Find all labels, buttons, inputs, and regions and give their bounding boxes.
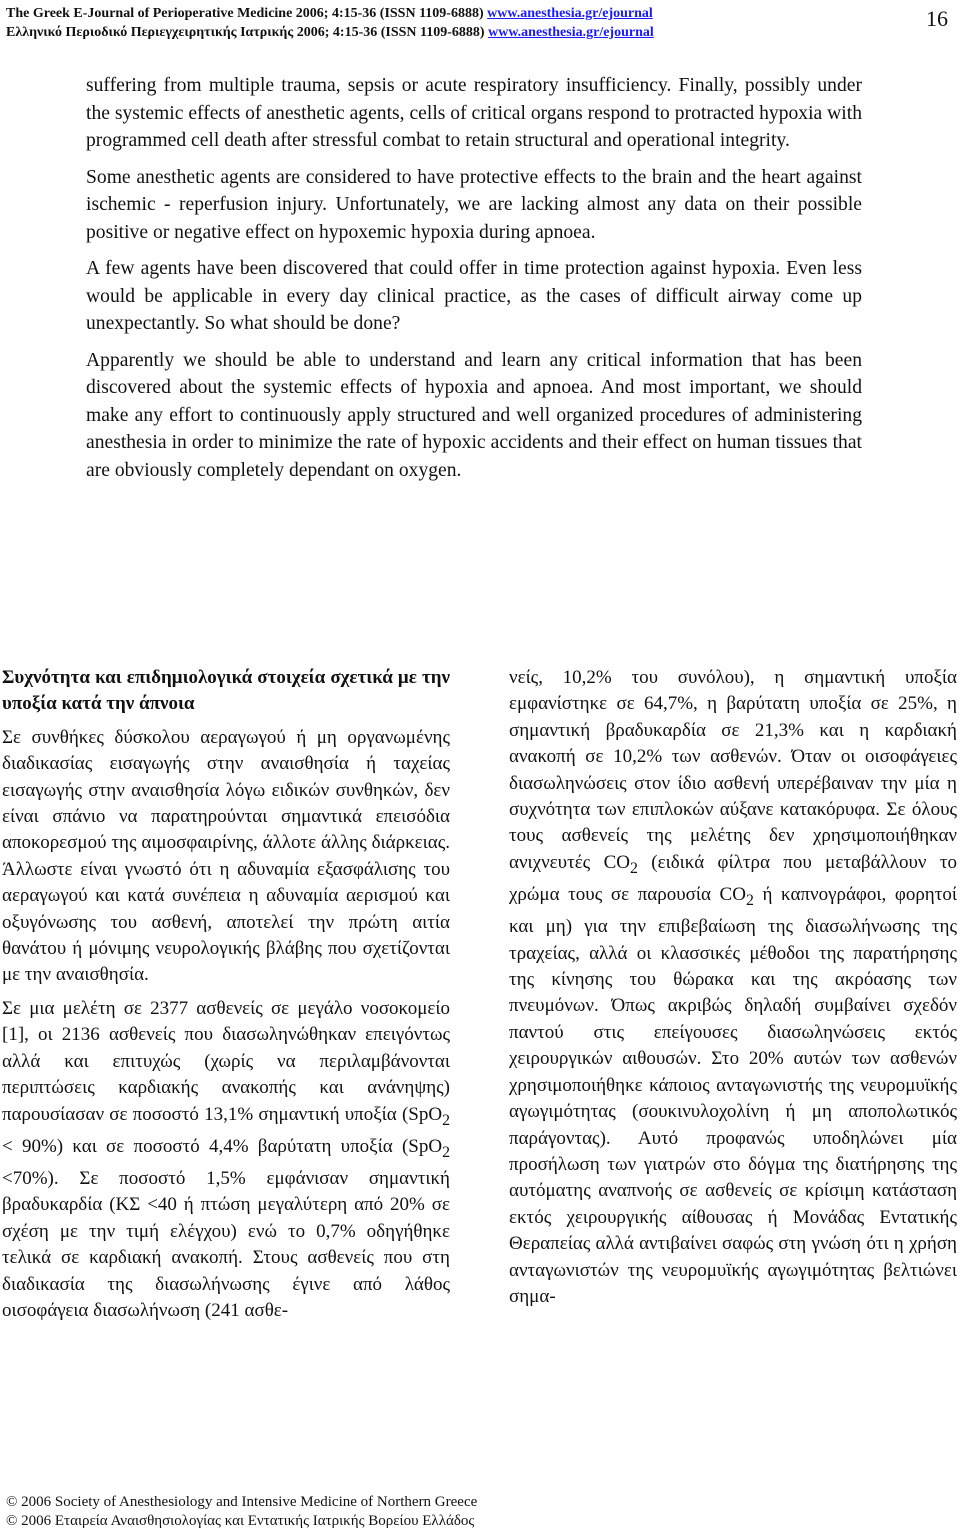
greek-paragraph [2, 996, 450, 1324]
text-run: < 90%) και σε ποσοστό 4,4% βαρύτατη υποξία (SpO [2, 1135, 443, 1157]
subscript: 2 [630, 859, 638, 877]
text-run: ή καπνογράφοι, φορητοί και μη) για την επιβεβαίωση της διασωλήνωσης της τραχείας, αλλά οι κλασσικές μέθοδοι της παρατήρησης της κίνησης του θώρακα και της ακρόασης των πνευμόνων. Όπως ακριβώς δηλαδή συμβαίνει σχεδόν παντού στις επείγουσες διασωληνώσεις εκτός χειρουργικών αιθουσών. Στο 20% αυτών των ασθενών χρησιμοποιήθηκε κάποιος ανταγωνιστής της νευρομυϊκής αγωγιμότητας (σουκινυλοχολίνη ή μη αποπολωτικός παράγοντας). Αυτό προφανώς υποδηλώνει μία προσήλωση των γιατρών στο δόγμα της διατήρησης της αυτόματης αναπνοής σε ασθενείς σε κρίσιμη κατάσταση εκτός χειρουργικής αίθουσας ή Μονάδας Εντατικής Θεραπείας αλλά αντιβαίνει σαφώς στη γνώση ότι η χρήση ανταγωνιστών της νευρομυϊκής αγωγιμότητας βελτιώνει σημα- [509, 884, 957, 1307]
greek-paragraph [509, 665, 957, 1310]
greek-paragraph: Σε συνθήκες δύσκολου αεραγωγού ή μη οργανωμένης διαδικασίας εισαγωγής στην αναισθησία ή ταχείας εισαγωγής στην αναισθησία λόγω ειδικών συνθηκών, δεν είναι σπάνιο να παρατηρούνται σημαντικά επεισόδια αποκορεσμού της αιμοσφαιρίνης, άλλοτε άλλης διάρκειας. Άλλωστε είναι γνωστό ότι η αδυναμία εξασφάλισης του αεραγωγού και κατά συνέπεια η αδυναμία αερισμού και οξυγόνωσης του ασθενή, αποτελεί την πρώτη αιτία θανάτου ή μόνιμης νευρολογικής βλάβης που σχετίζονται με την αναισθησία. [2, 726, 450, 986]
header-line-english [6, 4, 766, 23]
section-heading: Συχνότητα και επιδημιολογικά στοιχεία σχετικά με την υποξία κατά την άπνοια [2, 667, 450, 715]
subscript: 2 [442, 1111, 450, 1129]
subscript: 2 [745, 891, 754, 909]
header-citation-greek: Ελληνικό Περιοδικό Περιεγχειρητικής Ιατρικής 2006; 4:15-36 (ISSN 1109-6888) [6, 25, 485, 40]
english-section [86, 72, 862, 493]
header-line-greek [6, 23, 766, 42]
text-run: νείς, 10,2% του συνόλου), η σημαντική υποξία εμφανίστηκε σε 64,7%, η βαρύτατη υποξία σε 25%, η σημαντική βραδυκαρδία σε 21,3% και η καρδιακή ανακοπή σε 10,2% των ασθενών. Όταν οι οισοφάγειες διασωληνώσεις στον ίδιο ασθενή υπερέβαιναν την μία η συχνότητα των επιπλοκών αύξανε κατακόρυφα. Σε όλους τους ασθενείς της μελέτης δεν χρησιμοποιήθηκαν ανιχνευτές CO [509, 667, 957, 873]
page-number: 16 [926, 6, 948, 31]
copyright-greek: © 2006 Εταιρεία Αναισθησιολογίας και Εντατικής Ιατρικής Βορείου Ελλάδος [6, 1513, 475, 1529]
journal-header [6, 4, 766, 42]
header-citation-english: The Greek E-Journal of Perioperative Medicine 2006; 4:15-36 (ISSN 1109-6888) [6, 6, 484, 21]
subscript: 2 [442, 1143, 450, 1161]
copyright-footer [6, 1493, 477, 1531]
text-run: Σε μια μελέτη σε 2377 ασθενείς σε μεγάλο νοσοκομείο [1], οι 2136 ασθενείς που διασωληνώθηκαν επειγόντως αλλά και επιτυχώς (χωρίς να περιλαμβάνονται περιπτώσεις καρδιακής ανακοπής και ανάνηψης) παρουσίασαν σε ποσοστό 13,1% σημαντική υποξία (SpO [2, 997, 450, 1125]
copyright-english: © 2006 Society of Anesthesiology and Intensive Medicine of Northern Greece [6, 1494, 478, 1510]
english-paragraph: suffering from multiple trauma, sepsis or acute respiratory insufficiency. Finally, possibly under the systemic effects of anesthetic agents, cells of critical organs respond to protracted hypoxia with programmed cell death after stressful combat to retain structural and operational integrity. [86, 75, 862, 151]
header-link-greek[interactable]: www.anesthesia.gr/ejournal [488, 25, 654, 40]
header-link-english[interactable]: www.anesthesia.gr/ejournal [487, 6, 653, 21]
text-run: <70%). Σε ποσοστό 1,5% εμφάνισαν σημαντική βραδυκαρδία (ΚΣ <40 ή πτώση μεγαλύτερη από 20% σε σχέση με την τιμή ελέγχου) ενώ το 0,7% οδηγήθηκε τελικά σε καρδιακή ανακοπή. Στους ασθενείς που στη διαδικασία της διασωλήνωσης έγινε από λάθος οισοφάγεια διασωλήνωση (241 ασθε- [2, 1167, 450, 1321]
greek-left-column [2, 665, 450, 1331]
greek-right-column [509, 665, 957, 1317]
english-paragraph: Apparently we should be able to understand and learn any critical information that has been discovered about the systemic effects of hypoxia and apnoea. And most important, we should make any effort to continuously apply structured and well organized procedures of administering anesthesia in order to minimize the rate of hypoxic accidents and their effect on human tissues that are obviously completely dependant on oxygen. [86, 349, 862, 481]
text-run: (ειδικά φίλτρα που μεταβάλλουν το χρώμα τους σε παρουσία CO [509, 851, 958, 906]
english-paragraph: Some anesthetic agents are considered to have protective effects to the brain and the heart against ischemic - reperfusion injury. Unfortunately, we are lacking almost any data on their possible positive or negative effect on hypoxemic hypoxia during apnoea. [86, 166, 862, 243]
english-paragraph: A few agents have been discovered that could offer in time protection against hypoxia. Even less would be applicable in every day clinical practice, as the cases of difficult airway come up unexpectantly. So what should be done? [86, 258, 862, 334]
